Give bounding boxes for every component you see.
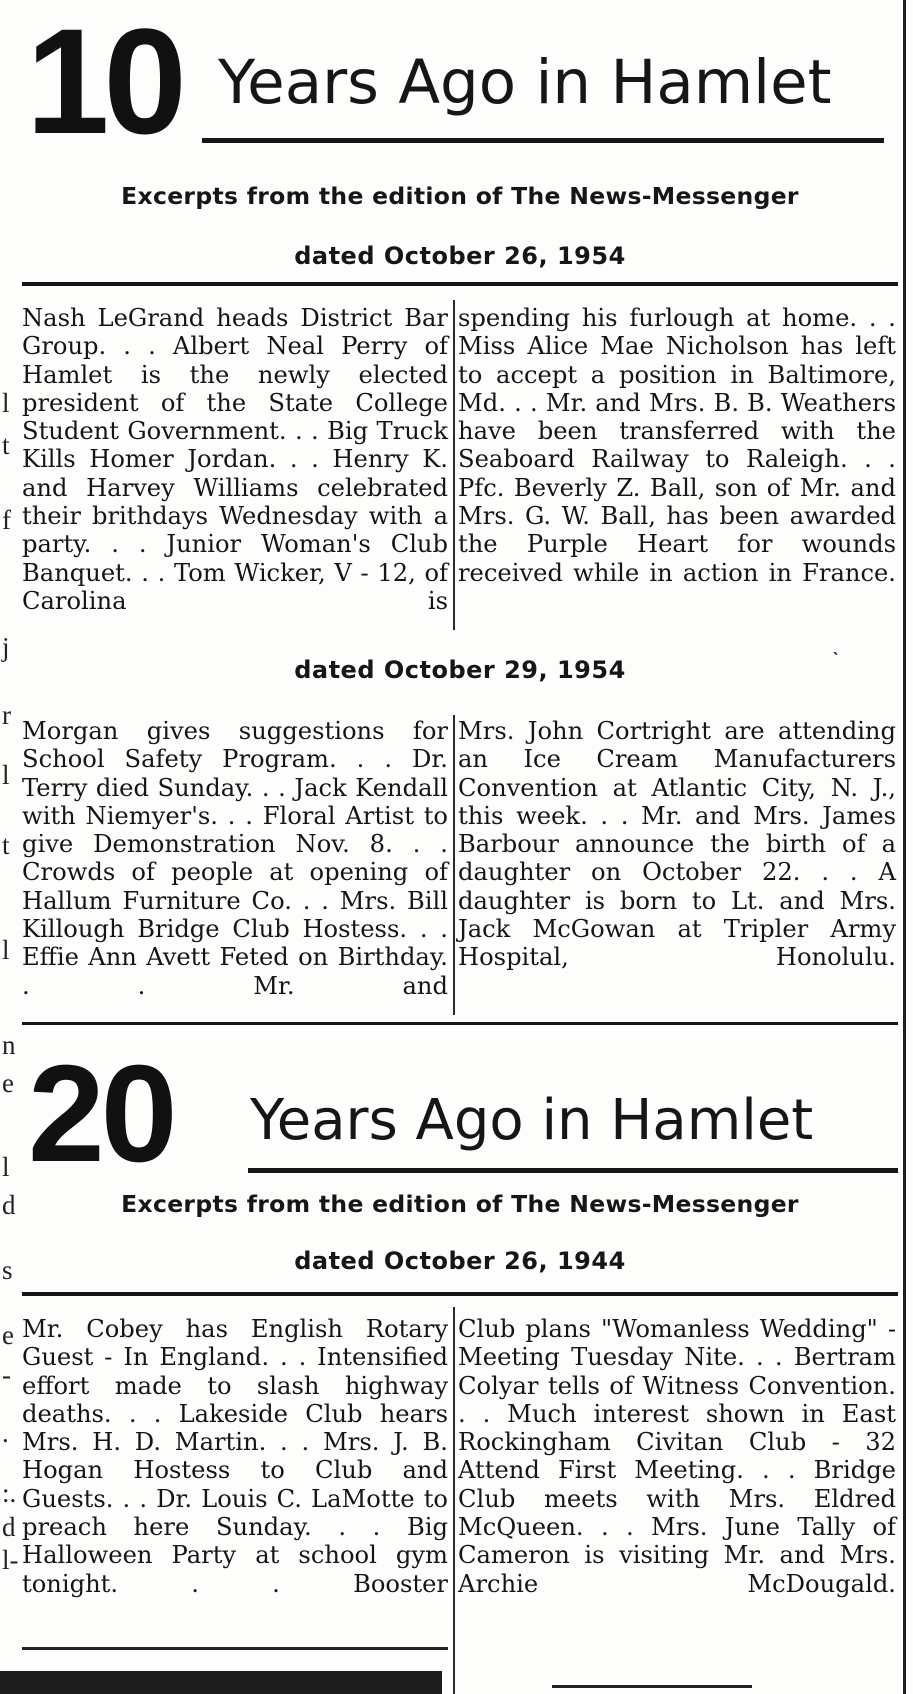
- excerpts-subtitle: Excerpts from the edition of The News-Messenger: [121, 1190, 799, 1218]
- excerpts-subtitle: Excerpts from the edition of The News-Messenger: [121, 182, 799, 210]
- edge-fragment: :.: [2, 1478, 17, 1508]
- edge-fragment: l-: [2, 1545, 19, 1575]
- news-column-left: [22, 717, 448, 1000]
- ten-years-ago-section: [22, 0, 898, 1035]
- title-rule: [202, 138, 884, 143]
- edge-fragment: .: [2, 1418, 9, 1448]
- section-rule: [22, 1292, 898, 1296]
- edge-fragment: -: [2, 1360, 11, 1390]
- news-column-left: [22, 304, 448, 615]
- news-text: spending his furlough at home. . . Miss Alice Mae Nicholson has left to accept a position in Baltimore, Md. . . Mr. and Mrs. B. B. Weathers have been transferred with the Seaboard Railway to Raleigh. . . Pfc. Beverly Z. Ball, son of Mr. and Mrs. G. W. Ball, has been awarded the Purple Heart for wounds received while in action in France.: [458, 304, 896, 587]
- section-end-rule: [552, 1685, 752, 1688]
- twenty-years-ago-section: [22, 1035, 898, 1694]
- edge-fragment: f: [2, 505, 11, 535]
- edge-fragment: d: [2, 1190, 16, 1220]
- section-rule: [22, 282, 898, 286]
- news-text: Mr. Cobey has English Rotary Guest - In England. . . Intensified effort made to slash highway deaths. . . Lakeside Club hears Mrs. H. D. Martin. . . Mrs. J. B. Hogan Hostess to Club and Guests. . . Dr. Louis C. LaMotte to preach here Sunday. . . Big Halloween Party at school gym tonight. . . Booster: [22, 1315, 448, 1598]
- section-title: Years Ago in Hamlet: [218, 47, 832, 118]
- edge-fragment: s: [2, 1255, 13, 1285]
- section-number: 10: [26, 0, 181, 165]
- dated-heading: dated October 29, 1954: [294, 656, 626, 684]
- column-divider: [453, 300, 455, 630]
- section-title: Years Ago in Hamlet: [250, 1088, 814, 1153]
- edge-fragment: r: [2, 700, 11, 730]
- edge-fragment: t: [2, 430, 10, 460]
- dated-heading: dated October 26, 1944: [294, 1247, 626, 1275]
- news-text: Club plans "Womanless Wedding" - Meeting Tuesday Nite. . . Bertram Colyar tells of Witness Convention. . . Much interest shown in East Rockingham Civitan Club - 32 Attend First Meeting. . . Bridge Club meets with Mrs. Eldred McQueen. . . Mrs. June Tally of Cameron is visiting Mr. and Mrs. Archie McDougald.: [458, 1315, 896, 1598]
- edge-fragment: l: [2, 388, 10, 418]
- edge-fragment: l: [2, 1152, 10, 1182]
- edge-fragment: t: [2, 830, 10, 860]
- section-number: 20: [28, 1037, 174, 1191]
- column-divider: [453, 1307, 455, 1694]
- news-column-right: [458, 717, 896, 972]
- news-column-left: [22, 1315, 448, 1598]
- column-divider: [453, 715, 455, 1015]
- section-rule: [22, 1022, 898, 1025]
- edge-fragment: l: [2, 760, 10, 790]
- title-rule: [248, 1168, 898, 1173]
- edge-fragment: n: [2, 1030, 16, 1060]
- news-text: Nash LeGrand heads District Bar Group. . . Albert Neal Perry of Hamlet is the newly elected president of the State College Student Government. . . Big Truck Kills Homer Jordan. . . Henry K. and Harvey Williams celebrated their brithdays Wednesday with a party. . . Junior Woman's Club Banquet. . . Tom Wicker, V - 12, of Carolina is: [22, 304, 448, 615]
- dated-heading: dated October 26, 1954: [294, 242, 626, 270]
- left-edge-fragments: [0, 0, 22, 1575]
- news-text: Morgan gives suggestions for School Safety Program. . . Dr. Terry died Sunday. . . Jack Kendall with Niemyer's. . . Floral Artist to give Demonstration Nov. 8. . . Crowds of people at opening of Hallum Furniture Co. . . Mrs. Bill Killough Bridge Club Hostess. . . Effie Ann Avett Feted on Birthday. . . Mr. and: [22, 717, 448, 1000]
- news-text: Mrs. John Cortright are attending an Ice Cream Manufacturers Convention at Atlantic City, N. J., this week. . . Mr. and Mrs. James Barbour announce the birth of a daughter on October 22. . . A daughter is born to Lt. and Mrs. Jack McGowan at Tripler Army Hospital, Honolulu.: [458, 717, 896, 972]
- section-end-rule: [22, 1647, 448, 1650]
- ink-mark: ˋ: [832, 648, 840, 673]
- edge-fragment: l: [2, 935, 10, 965]
- right-column-rule: [903, 0, 906, 1694]
- news-column-right: [458, 1315, 896, 1598]
- edge-fragment: j: [2, 632, 10, 662]
- next-article-photo-edge: [0, 1671, 442, 1694]
- news-column-right: [458, 304, 896, 587]
- edge-fragment: e: [2, 1320, 14, 1350]
- edge-fragment: e: [2, 1068, 14, 1098]
- edge-fragment: d: [2, 1512, 16, 1542]
